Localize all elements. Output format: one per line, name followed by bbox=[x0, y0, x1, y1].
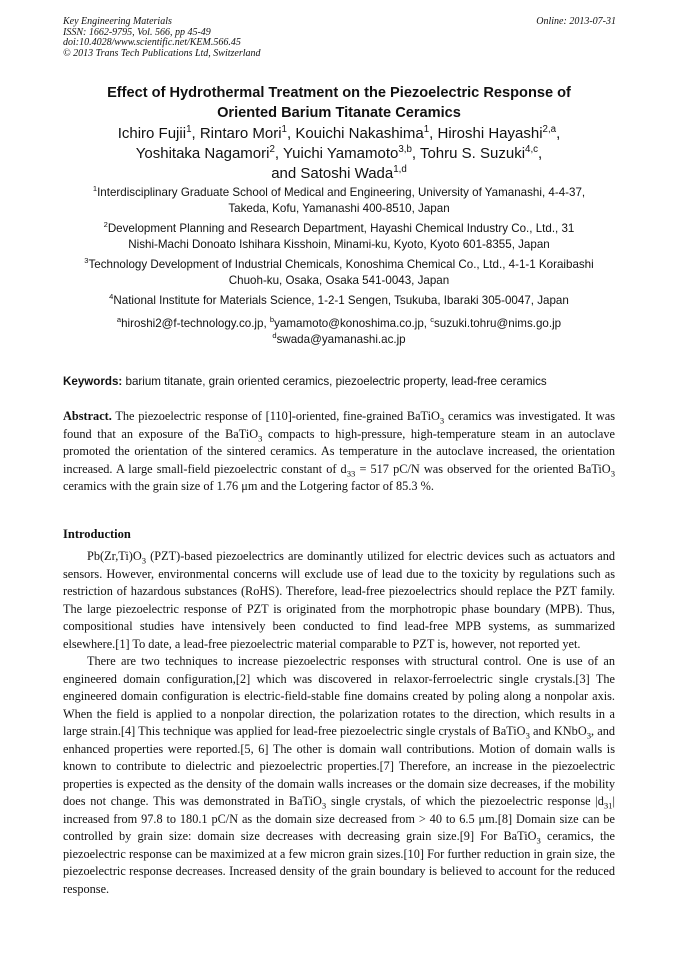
paper-title bbox=[63, 83, 615, 123]
abstract-label: Abstract. bbox=[63, 409, 112, 423]
email-d[interactable]: swada@yamanashi.ac.jp bbox=[276, 333, 406, 346]
affiliation-2: $^2$Development Planning and Research Department, Hayashi Chemical Industry Co., Ltd., 31 Nishi-Machi Donoato Ishihara Kisshoin, Minami-ku, Kyoto, Kyoto 601-8355, Japan bbox=[103, 220, 575, 251]
author-list bbox=[63, 124, 615, 184]
journal-copyright: © 2013 Trans Tech Publications Ltd, Switzerland bbox=[63, 47, 261, 59]
keywords bbox=[63, 374, 615, 389]
email-b[interactable]: yamamoto@konoshima.co.jp bbox=[274, 317, 424, 330]
author-name: Hiroshi Hayashi bbox=[437, 125, 543, 142]
author-name: Satoshi Wada bbox=[300, 165, 394, 182]
affiliation-1: $^1$Interdisciplinary Graduate School of Medical and Engineering, University of Yamanashi, 4-4-37, Takeda, Kofu, Yamanashi 400-8510, Japan bbox=[92, 184, 586, 215]
title-line-2: Oriented Barium Titanate Ceramics bbox=[217, 105, 461, 121]
intro-paragraph-2: There are two techniques to increase piezoelectric responses with structural control. One is use of an engineered domain configuration,[2] which was discovered in relaxor-ferroelectric single crystals.[3] The engineered domain configuration is electric-field-stable fine domains created by poling along a nonpolar axis. When the field is applied to a nonpolar direction, the polarization rotates to the direction, which results in a large strain.[4] This technique was applied for lead-free piezoelectric single crystals of BaTiO$_3$ and KNbO$_3$, and enhanced properties were reported.[5, 6] The other is domain wall contributions. Motion of domain walls is known to contribute to dielectric and piezoelectric properties.[7] Therefore, an increase in the piezoelectric properties is expected as the density of the domain walls increases or the domain size decreases, if the mobility does not change. This was demonstrated in BaTiO$_3$ single crystals, of which the piezoelectric response $|d_{31}|$ increased from 97.8 to 180.1 pC/N as the domain size decreased from > 40 to 6.5 μm.[8] Domain size can be controlled by grain size: domain size decreases with decreasing grain size.[9] For BaTiO$_3$ ceramics, the piezoelectric response can be maximized at a few micron grain sizes.[10] For further reduction in grain size, the piezoelectric response decreases. Increased density of the grain boundary is believed to account for the reduced response. bbox=[63, 654, 616, 896]
author-line-2: Yoshitaka Nagamori$^2$, Yuichi Yamamoto$^{3,b}$, Tohru S. Suzuki$^{4,c}$, bbox=[135, 144, 543, 162]
abstract bbox=[63, 408, 615, 496]
author-name: Ichiro Fujii bbox=[117, 125, 187, 142]
online-date: Online: 2013-07-31 bbox=[536, 16, 616, 27]
journal-header bbox=[63, 17, 616, 59]
author-name: Yuichi Yamamoto bbox=[282, 145, 399, 162]
email-c[interactable]: suzuki.tohru@nims.go.jp bbox=[434, 317, 562, 330]
author-name: Yoshitaka Nagamori bbox=[135, 145, 270, 162]
affiliation-3: $^3$Technology Development of Industrial Chemicals, Konoshima Chemical Co., Ltd., 4-1-1 Koraibashi Chuoh-ku, Osaka, Osaka 541-0043, Japan bbox=[84, 256, 594, 287]
author-line-1: Ichiro Fujii$^1$, Rintaro Mori$^1$, Kouichi Nakashima$^1$, Hiroshi Hayashi$^{2,a}$, bbox=[117, 124, 561, 142]
journal-issn: ISSN: 1662-9795, Vol. 566, pp 45-49 bbox=[63, 26, 211, 38]
journal-doi: doi:10.4028/www.scientific.net/KEM.566.45 bbox=[63, 37, 241, 48]
section-heading-introduction: Introduction bbox=[63, 527, 131, 541]
email-list: $^a$hiroshi2@f-technology.co.jp, $^b$yamamoto@konoshima.co.jp, $^c$suzuki.tohru@nims.go.jp $^d$swada@yamanashi.ac.jp bbox=[116, 315, 562, 346]
introduction-body bbox=[63, 548, 615, 898]
keywords-label: Keywords: bbox=[63, 375, 123, 388]
author-name: Rintaro Mori bbox=[199, 125, 282, 142]
title-line-1: Effect of Hydrothermal Treatment on the Piezoelectric Response of bbox=[107, 85, 571, 101]
abstract-text: The piezoelectric response of [110]-oriented, fine-grained BaTiO$_3$ ceramics was investigated. It was found that an exposure of the BaTiO$_3$ compacts to high-pressure, high-temperature steam in an autoclave promoted the orientation of the sintered ceramics. As temperature in the autoclave increased, the orientation increased. A large small-field piezoelectric constant of $d_{33} = 517$ pC/N was observed for the oriented BaTiO$_3$ ceramics with the grain size of 1.76 μm and the Lotgering factor of 85.3 %. bbox=[63, 409, 616, 493]
email-a[interactable]: hiroshi2@f-technology.co.jp bbox=[121, 317, 264, 330]
keywords-text: barium titanate, grain oriented ceramics, piezoelectric property, lead-free ceramics bbox=[125, 375, 547, 388]
author-name: Tohru S. Suzuki bbox=[419, 145, 526, 162]
affiliation-4: $^4$National Institute for Materials Science, 1-2-1 Sengen, Tsukuba, Ibaraki 305-0047, Japan bbox=[109, 292, 569, 307]
intro-paragraph-1: $Pb(Zr,Ti)O_3$ (PZT)-based piezoelectrics are dominantly utilized for electric devices such as actuators and sensors. However, environmental concerns will exclude use of lead due to the toxicity by regulations such as restriction of hazardous substances (RoHS). Therefore, lead-free piezoelectrics should replace the PZT family. The large piezoelectric response of PZT is originated from the morphotropic phase boundary (MPB). Thus, compositional studies have intensively been conducted to find lead-free MPB systems, as summarized elsewhere.[1] To date, a lead-free piezoelectric material comparable to PZT is, however, not reported yet. bbox=[63, 549, 615, 651]
author-name: Kouichi Nakashima bbox=[295, 125, 424, 142]
journal-name: Key Engineering Materials bbox=[63, 16, 172, 27]
author-line-3: and Satoshi Wada$^{1,d}$ bbox=[271, 164, 407, 182]
